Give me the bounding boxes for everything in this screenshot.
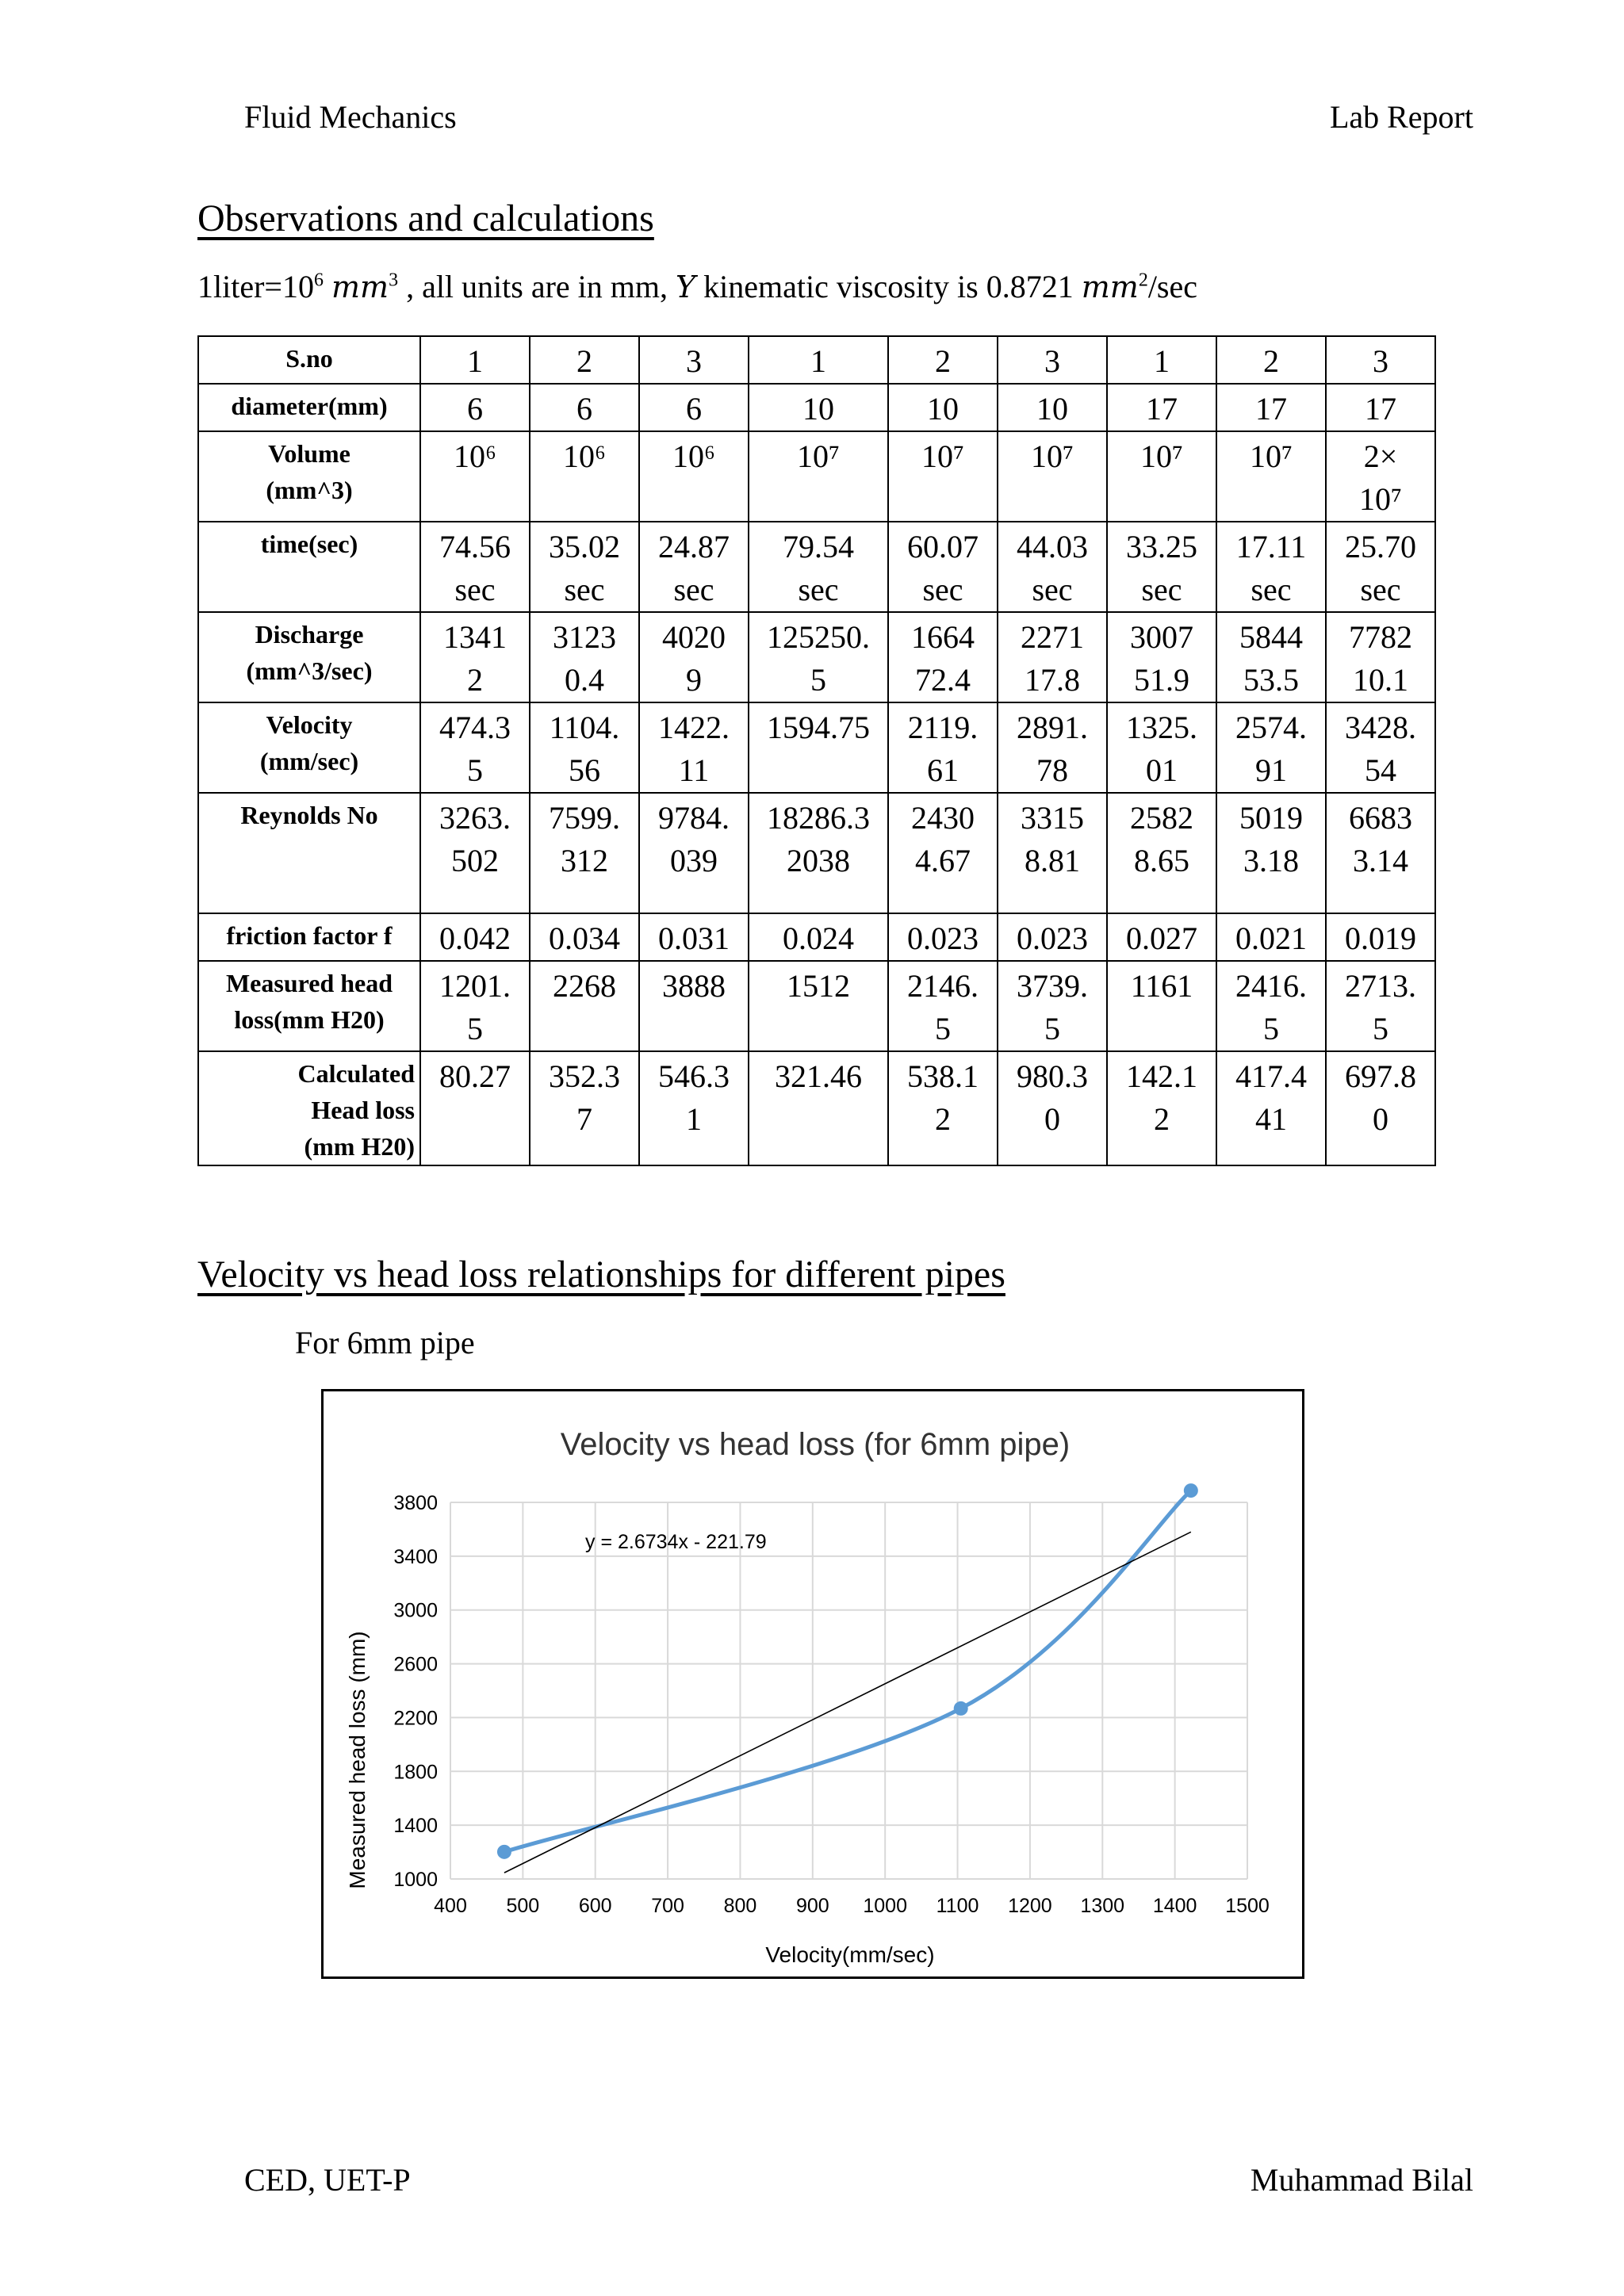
x-tick-label: 1200 [1008,1895,1052,1917]
table-cell: 10 [888,384,998,431]
x-tick-label: 400 [434,1895,467,1917]
header-left: Fluid Mechanics [244,99,457,135]
x-tick-label: 1300 [1080,1895,1125,1917]
table-cell: 417.4 41 [1216,1051,1326,1165]
table-cell: 17 [1326,384,1435,431]
table-cell: 25.70 sec [1326,522,1435,612]
table-cell: 1594.75 [749,702,888,793]
row-label: Volume (mm^3) [198,431,420,522]
table-cell: 0.027 [1107,913,1216,961]
x-tick-label: 900 [795,1895,829,1917]
y-tick-label: 3400 [393,1545,438,1568]
table-cell: 10⁷ [1107,431,1216,522]
table-cell: 1664 72.4 [888,612,998,702]
table-cell: 10⁶ [530,431,639,522]
table-cell: 3888 [639,961,749,1051]
y-tick-label: 3800 [393,1492,438,1514]
chart-title: Velocity vs head loss (for 6mm pipe) [560,1427,1071,1462]
table-cell: 3 [998,336,1107,384]
table-cell: 33.25 sec [1107,522,1216,612]
row-label: diameter(mm) [198,384,420,431]
table-cell: 2× 10⁷ [1326,431,1435,522]
table-cell: 6 [420,384,530,431]
y-tick-label: 1400 [393,1815,438,1838]
table-cell: 18286.3 2038 [749,793,888,913]
linear-trendline [504,1532,1191,1873]
table-cell: 2146. 5 [888,961,998,1051]
table-cell: 10 [998,384,1107,431]
section-title-velocity-head-loss: Velocity vs head loss relationships for different pipes [197,1253,1005,1295]
table-cell: 2119. 61 [888,702,998,793]
table-cell: 0.019 [1326,913,1435,961]
table-cell: 5019 3.18 [1216,793,1326,913]
y-tick-label: 2600 [393,1653,438,1676]
table-cell: 125250. 5 [749,612,888,702]
row-label: Measured head loss(mm H20) [198,961,420,1051]
y-tick-label: 1000 [393,1869,438,1891]
table-cell: 546.3 1 [639,1051,749,1165]
y-axis-label: Measured head loss (mm) [345,1631,370,1889]
table-cell: 3739. 5 [998,961,1107,1051]
table-cell: 1 [749,336,888,384]
header-right: Lab Report [1329,99,1473,135]
table-cell: 1 [420,336,530,384]
table-cell: 3428. 54 [1326,702,1435,793]
table-cell: 2268 [530,961,639,1051]
x-axis-label: Velocity(mm/sec) [765,1942,935,1967]
table-cell: 5844 53.5 [1216,612,1326,702]
table-row [198,1051,1435,1165]
table-cell: 7599. 312 [530,793,639,913]
table-cell: 10 [749,384,888,431]
table-row [198,336,1435,384]
y-tick-label: 3000 [393,1599,438,1622]
table-cell: 6683 3.14 [1326,793,1435,913]
x-tick-label: 700 [651,1895,684,1917]
table-cell: 3007 51.9 [1107,612,1216,702]
y-tick-label: 2200 [393,1707,438,1730]
table-cell: 10⁶ [420,431,530,522]
table-cell: 0.042 [420,913,530,961]
table-cell: 2 [530,336,639,384]
observations-table [197,335,1436,1166]
table-row [198,702,1435,793]
table-cell: 2416. 5 [1216,961,1326,1051]
table-cell: 2271 17.8 [998,612,1107,702]
row-label: Reynolds No [198,793,420,913]
table-cell: 10⁷ [998,431,1107,522]
table-cell: 0.031 [639,913,749,961]
table-cell: 321.46 [749,1051,888,1165]
table-row [198,431,1435,522]
data-point [954,1701,968,1716]
table-cell: 2 [1216,336,1326,384]
table-cell: 10⁷ [1216,431,1326,522]
table-cell: 10⁷ [749,431,888,522]
row-label: Velocity (mm/sec) [198,702,420,793]
trendline-equation: y = 2.6734x - 221.79 [585,1531,767,1553]
table-cell: 1512 [749,961,888,1051]
table-cell: 6 [530,384,639,431]
table-cell: 80.27 [420,1051,530,1165]
table-cell: 2891. 78 [998,702,1107,793]
footer-left: CED, UET-P [244,2162,411,2198]
table-cell: 0.023 [998,913,1107,961]
table-cell: 17 [1216,384,1326,431]
footer-right: Muhammad Bilal [1250,2162,1473,2198]
data-point [497,1845,511,1859]
table-cell: 0.024 [749,913,888,961]
chart-subtitle: For 6mm pipe [295,1325,475,1360]
velocity-head-loss-chart [321,1389,1304,1979]
table-row [198,961,1435,1051]
data-point [1184,1483,1198,1498]
table-cell: 1422. 11 [639,702,749,793]
table-cell: 142.1 2 [1107,1051,1216,1165]
table-cell: 74.56 sec [420,522,530,612]
x-tick-label: 800 [723,1895,757,1917]
table-cell: 3123 0.4 [530,612,639,702]
table-cell: 10⁷ [888,431,998,522]
row-label: friction factor f [198,913,420,961]
table-cell: 2582 8.65 [1107,793,1216,913]
table-cell: 697.8 0 [1326,1051,1435,1165]
table-cell: 0.023 [888,913,998,961]
y-tick-label: 1800 [393,1761,438,1784]
table-cell: 1104. 56 [530,702,639,793]
table-cell: 1201. 5 [420,961,530,1051]
table-cell: 7782 10.1 [1326,612,1435,702]
row-label: Calculated Head loss (mm H20) [198,1051,420,1165]
table-row [198,384,1435,431]
row-label: time(sec) [198,522,420,612]
table-cell: 6 [639,384,749,431]
table-cell: 44.03 sec [998,522,1107,612]
table-cell: 3 [1326,336,1435,384]
table-cell: 980.3 0 [998,1051,1107,1165]
table-cell: 1341 2 [420,612,530,702]
table-row [198,913,1435,961]
table-cell: 2430 4.67 [888,793,998,913]
table-cell: 352.3 7 [530,1051,639,1165]
table-cell: 1161 [1107,961,1216,1051]
x-tick-label: 1100 [936,1895,979,1917]
table-cell: 0.021 [1216,913,1326,961]
table-cell: 60.07 sec [888,522,998,612]
table-cell: 35.02 sec [530,522,639,612]
table-cell: 3 [639,336,749,384]
x-tick-label: 1000 [863,1895,907,1917]
table-cell: 3315 8.81 [998,793,1107,913]
table-cell: 474.3 5 [420,702,530,793]
table-cell: 17 [1107,384,1216,431]
units-note: $1liter=10^6$ $mm^3$ , all units are in mm, Υ kinematic viscosity is 0.8721 $mm^2/\sec$ [197,269,1197,304]
table-cell: 24.87 sec [639,522,749,612]
table-cell: 538.1 2 [888,1051,998,1165]
section-title-observations: Observations and calculations [197,197,654,239]
table-row [198,612,1435,702]
table-cell: 4020 9 [639,612,749,702]
table-cell: 9784. 039 [639,793,749,913]
row-label: S.no [198,336,420,384]
table-row [198,522,1435,612]
x-tick-label: 500 [506,1895,540,1917]
table-cell: 2574. 91 [1216,702,1326,793]
table-cell: 2 [888,336,998,384]
viscosity-symbol: Υ [676,270,696,304]
table-cell: 17.11 sec [1216,522,1326,612]
table-cell: 79.54 sec [749,522,888,612]
table-row [198,793,1435,913]
x-tick-label: 600 [578,1895,612,1917]
table-cell: 1 [1107,336,1216,384]
table-cell: 1325. 01 [1107,702,1216,793]
row-label: Discharge (mm^3/sec) [198,612,420,702]
x-tick-label: 1400 [1152,1895,1197,1917]
table-cell: 0.034 [530,913,639,961]
x-tick-label: 1500 [1225,1895,1270,1917]
table-cell: 3263. 502 [420,793,530,913]
chart-canvas [324,1391,1302,1976]
table-cell: 10⁶ [639,431,749,522]
table-cell: 2713. 5 [1326,961,1435,1051]
